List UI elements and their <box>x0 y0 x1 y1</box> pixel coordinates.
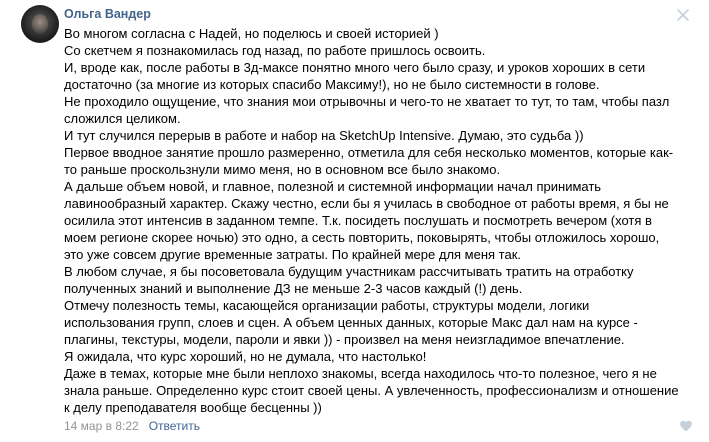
comment-line: использования групп, слоев и сцен. А объем ценных данных, которые Макс дал нам на курсе - <box>64 315 638 330</box>
comment-line: Не проходило ощущение, что знания мои отрывочны и чего-то не хватает то тут, то там, чтобы пазл <box>64 94 670 109</box>
comment-line: знала раньше. Определенно курс стоит своей цены. А увлеченность, профессионализм и отношение <box>64 383 679 398</box>
comment-line: сложился целиком. <box>64 111 181 126</box>
avatar-photo <box>32 14 48 34</box>
comment-line: к делу преподавателя вообще бесценны )) <box>64 400 322 415</box>
comment-footer <box>64 419 200 433</box>
comment-line: достаточно (за многие из которых спасибо Максиму!), но не было системности в голове. <box>64 77 600 92</box>
close-icon[interactable] <box>676 8 690 22</box>
comment-line: Во многом согласна с Надей, но поделюсь и своей историей ) <box>64 26 439 41</box>
comment-timestamp[interactable]: 14 мар в 8:22 <box>64 419 139 433</box>
comment-line: В любом случае, я бы посоветовала будущим участникам рассчитывать тратить на отработку <box>64 264 634 279</box>
comment-line: Я ожидала, что курс хороший, но не думала, что настолько! <box>64 349 427 364</box>
comment-line: А дальше объем новой, и главное, полезной и системной информации начал принимать <box>64 179 602 194</box>
comment-line: это уже совсем другие временные затраты. По крайней мере для меня так. <box>64 247 522 262</box>
comment-line: полученных знаний и выполнение ДЗ не меньше 2-3 часов каждый (!) день. <box>64 281 523 296</box>
comment-line: Со скетчем я познакомилась год назад, по работе пришлось освоить. <box>64 43 486 58</box>
heart-icon-glyph <box>679 419 693 433</box>
comment-line: И тут случился перерыв в работе и набор на SketchUp Intensive. Думаю, это судьба )) <box>64 128 584 143</box>
comment-line: И, вроде как, после работы в 3д-максе понятно много чего было сразу, и уроков хороших в сети <box>64 60 646 75</box>
comment-line: то раньше проскользнули мимо меня, но в основном все было знакомо. <box>64 162 501 177</box>
comment-line: Отмечу полезность темы, касающейся организации работы, структуры модели, логики <box>64 298 590 313</box>
comment-line: моем регионе скорее ночью) это одно, а сесть повторить, поковырять, чтобы отложилось хорошо, <box>64 230 660 245</box>
close-icon-glyph <box>676 8 690 22</box>
reply-link[interactable]: Ответить <box>148 419 200 433</box>
comment-author[interactable]: Ольга Вандер <box>64 7 151 21</box>
avatar[interactable] <box>21 5 59 43</box>
comment-line: лавинообразный характер. Скажу честно, если бы я училась в свободное от работы время, я бы не <box>64 196 669 211</box>
comment-line: плагины, текстуры, модели, пароли и явки )) - произвел на меня неизгладимое впечатление. <box>64 332 625 347</box>
comment-line: Первое вводное занятие прошло размеренно, отметила для себя несколько моментов, которые как- <box>64 145 674 160</box>
heart-icon[interactable] <box>679 419 693 433</box>
comment-line: осилила этот интенсив в заданном темпе. Т.к. посидеть послушать и посмотреть вечером (хотя в <box>64 213 652 228</box>
comment-text <box>64 25 694 416</box>
comment-line: Даже в темах, которые мне были неплохо знакомы, всегда находилось что-то полезное, чего я не <box>64 366 657 381</box>
